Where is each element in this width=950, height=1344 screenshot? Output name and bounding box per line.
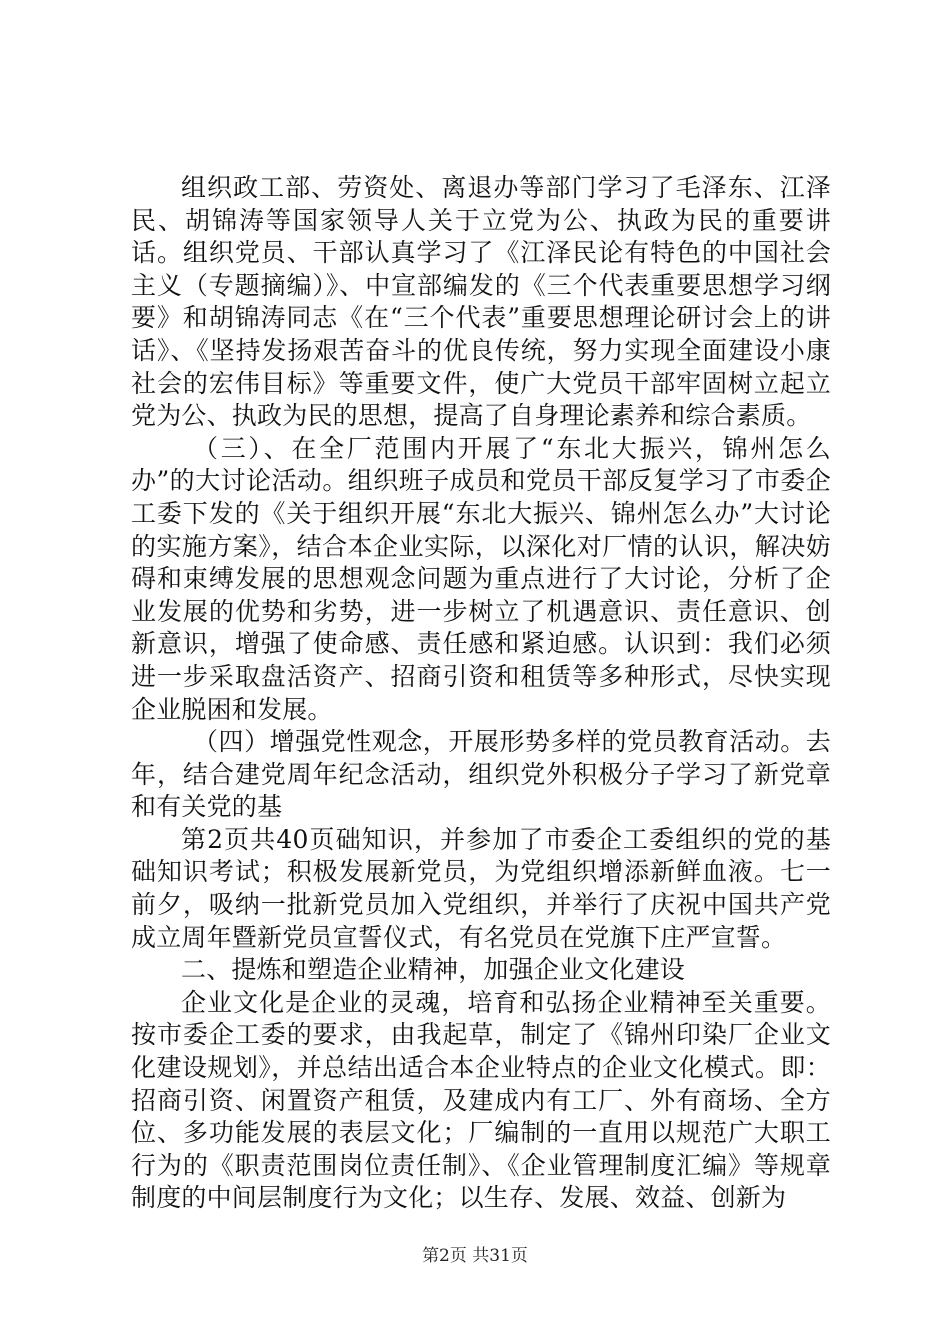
section-heading-enterprise-spirit: 二、提炼和塑造企业精神，加强企业文化建设 — [181, 955, 686, 985]
paragraph-study-speeches: 组织政工部、劳资处、离退办等部门学习了毛泽东、江泽民、胡锦涛等国家领导人关于立党为公、执政为民的重要讲话。组织党员、干部认真学习了《江泽民论有特色的中国社会主义（专题摘编）》、中宣部编发的《三个代表重要思想学习纲要》和胡锦涛同志《在“三个代表”重要思想理论研讨会上的讲话》、《坚持发扬艰苦奋斗的优良传统，努力实现全面建设小康社会的宏伟目标》等重要文件，使广大党员干部牢固树立起立党为公、执政为民的思想，提高了自身理论素养和综合素质。 — [131, 173, 831, 431]
paragraph-enterprise-culture: 企业文化是企业的灵魂，培育和弘扬企业精神至关重要。按市委企工委的要求，由我起草，制定了《锦州印染厂企业文化建设规划》，并总结出适合本企业特点的企业文化模式。即：招商引资、闲置资产租赁，及建成内有工厂、外有商场、全方位、多功能发展的表层文化；厂编制的一直用以规范广大职工行为的《职责范围岗位责任制》、《企业管理制度汇编》等规章制度的中间层制度行为文化；以生存、发展、效益、创新为 — [131, 987, 831, 1213]
paragraph-section-four: （四）增强党性观念，开展形势多样的党员教育活动。去年，结合建党周年纪念活动，组织党外积极分子学习了新党章和有关党的基 — [131, 727, 831, 822]
page-number-footer: 第2页 共31页 — [422, 1246, 528, 1266]
paragraph-continuation: 第2页共40页础知识，并参加了市委企工委组织的党的基础知识考试；积极发展新党员，为党组织增添新鲜血液。七一前夕，吸纳一批新党员加入党组织，并举行了庆祝中国共产党成立周年暨新党员宣誓仪式，有名党员在党旗下庄严宣誓。 — [131, 824, 831, 952]
paragraph-section-three: （三）、在全厂范围内开展了“东北大振兴，锦州怎么办”的大讨论活动。组织班子成员和党员干部反复学习了市委企工委下发的《关于组织开展“东北大振兴、锦州怎么办”大讨论的实施方案》，结合本企业实际，以深化对厂情的认识，解决妨碍和束缚发展的思想观念问题为重点进行了大讨论，分析了企业发展的优势和劣势，进一步树立了机遇意识、责任意识、创新意识，增强了使命感、责任感和紧迫感。认识到：我们必须进一步采取盘活资产、招商引资和租赁等多种形式，尽快实现企业脱困和发展。 — [131, 433, 831, 724]
document-body — [131, 172, 831, 1215]
